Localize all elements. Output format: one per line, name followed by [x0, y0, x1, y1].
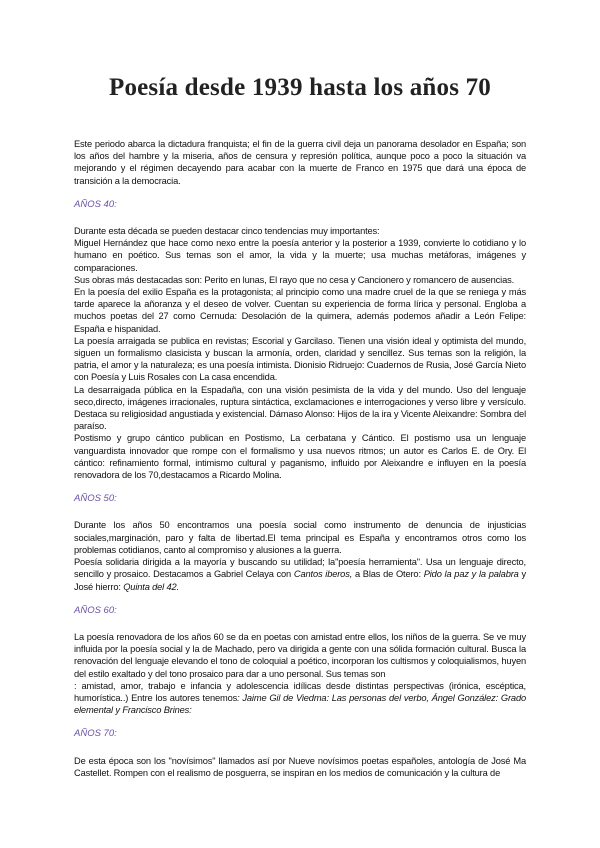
- heading-suffix-60: :: [114, 604, 117, 616]
- s50-paragraph-2: [74, 556, 526, 593]
- s60-p2-text-a: : amistad, amor, trabajo e infancia y adolescencia idílicas desde distintas perspectivas (irónica, escéptica, humorística..) Entre los autores tenemos: [74, 680, 526, 703]
- s50-p2-work-otero: Pido la paz y la palabra: [423, 569, 519, 580]
- s50-p2-text-a: Poesía solidaria dirigida a la mayoría y buscando su utilidad; la"poesía herramienta". Usa un lenguaje directo, sencillo y prosaico. Destacamos a Gabriel Celaya con: [74, 557, 526, 580]
- s50-paragraph-1: Durante los años 50 encontramos una poesía social como instrumento de denuncia de injusticias sociales,marginación, paro y falta de libertad.El tema principal es España y encontramos otros como los problemas cotidianos, canto al compromiso y alusiones a la guerra.: [74, 520, 526, 555]
- s40-paragraph-1: Durante esta década se pueden destacar cinco tendencias muy importantes:: [74, 226, 380, 237]
- s50-p2-work-celaya: Cantos iberos,: [293, 569, 353, 580]
- section-heading-40: [74, 199, 526, 211]
- s60-paragraph-2: [74, 680, 526, 717]
- s50-p2-work-hierro: Quinta del 42.: [123, 581, 180, 592]
- section-heading-70: [74, 728, 526, 740]
- heading-text-50: AÑOS 50: [74, 493, 115, 505]
- s50-p2-text-e: y José hierro:: [74, 569, 527, 592]
- heading-suffix-70: :: [114, 728, 117, 740]
- section-heading-60: [74, 605, 526, 617]
- s40-paragraph-6: La desarraigada pública en la Espadaña, con una visión pesimista de la vida y del mundo. Uso del lenguaje seco,directo, imágenes irracionales, ruptura sintáctica, exclamaciones e interrogaciones y verso libre y versículo. Destaca su religiosidad angustiada y existencial. Dámaso Alonso: Hijos de la ira y Vicente Aleixandre: Sombra del paraíso.: [74, 384, 526, 432]
- s50-p2-text-c: a Blas de Otero:: [352, 569, 424, 580]
- section-heading-50: [74, 493, 526, 505]
- s70-paragraph-1: De esta época son los "novísimos" llamados así por Nueve novísimos poetas españoles, antología de José Ma Castellet. Rompen con el realismo de posguerra, se inspiran en los medios de comunicación y la cultura de: [74, 755, 526, 778]
- s60-paragraph-1: La poesía renovadora de los años 60 se da en poetas con amistad entre ellos, los niños de la guerra. Se ve muy influida por la poesía social y la de Machado, pero va dirigida a gente con una sólida formación cultural. Busca la renovación del lenguaje elevando el tono de coloquial a poético, incorporan los cultismos y coloquialismos, huyen del estilo exaltado y del tono prosaico para dar a uno personal. Sus temas son: [74, 631, 526, 679]
- heading-suffix-50: :: [114, 493, 117, 505]
- s40-paragraph-3: Sus obras más destacadas son: Perito en lunas, El rayo que no cesa y Cancionero y romancero de ausencias.: [74, 274, 515, 285]
- heading-text-60: AÑOS 60: [74, 604, 115, 616]
- s60-p2-authors: : Jaime Gil de Viedma: Las personas del verbo, Ángel González: Grado elemental y Francisco Brines:: [74, 692, 526, 716]
- document-body: [74, 138, 526, 779]
- s40-paragraph-4: En la poesía del exilio España es la protagonista; al principio como una madre cruel de la que se reniega y más tarde aparece la añoranza y el deseo de volver. Cuentan su experiencia de forma lírica y personal. Engloba a muchos poetas del 27 como Cernuda: Desolación de la quimera, además podemos añadir a León Felipe: España e hispanidad.: [74, 287, 526, 334]
- s40-paragraph-5: La poesía arraigada se publica en revistas; Escorial y Garcilaso. Tienen una visión ideal y optimista del mundo, siguen un formalismo clasicista y buscan la armonía, orden, claridad y sencillez. Sus temas son la religión, la patria, el amor y la naturaleza; es una poesía intimista. Dionisio Ridruejo: Cuadernos de Rusia, José García Nieto con Poesía y Luis Rosales con La casa encendida.: [74, 335, 526, 383]
- page-title: Poesía desde 1939 hasta los años 70: [108, 74, 492, 101]
- heading-text-70: AÑOS 70: [74, 728, 115, 740]
- intro-paragraph: Este periodo abarca la dictadura franquista; el fin de la guerra civil deja un panorama desolador en España; son los años del hambre y la miseria, años de censura y represión política, aunque poco a poco la situación va mejorando y el régimen decayendo para acabar con la muerte de Franco en 1975 que dará una época de transición a la democracia.: [74, 139, 526, 186]
- heading-suffix-40: :: [114, 198, 117, 210]
- heading-text-40: AÑOS 40: [74, 198, 115, 210]
- s40-paragraph-2: Miguel Hernández que hace como nexo entre la poesía anterior y la posterior a 1939, convierte lo cotidiano y lo humano en poético. Sus temas son el amor, la vida y la muerte; usa muchas metáforas, imágenes y comparaciones.: [74, 238, 526, 273]
- s40-paragraph-7: Postismo y grupo cántico publican en Postismo, La cerbatana y Cántico. El postismo usa un lenguaje vanguardista innovador que rompe con el formalismo y usa nuevos ritmos; un autor es Carlos E. de Ory. El cántico: refinamiento formal, intimismo cultural y paganismo, influido por Aleixandre e influyen en la poesía renovadora de los 70,destacamos a Ricardo Molina.: [74, 433, 526, 481]
